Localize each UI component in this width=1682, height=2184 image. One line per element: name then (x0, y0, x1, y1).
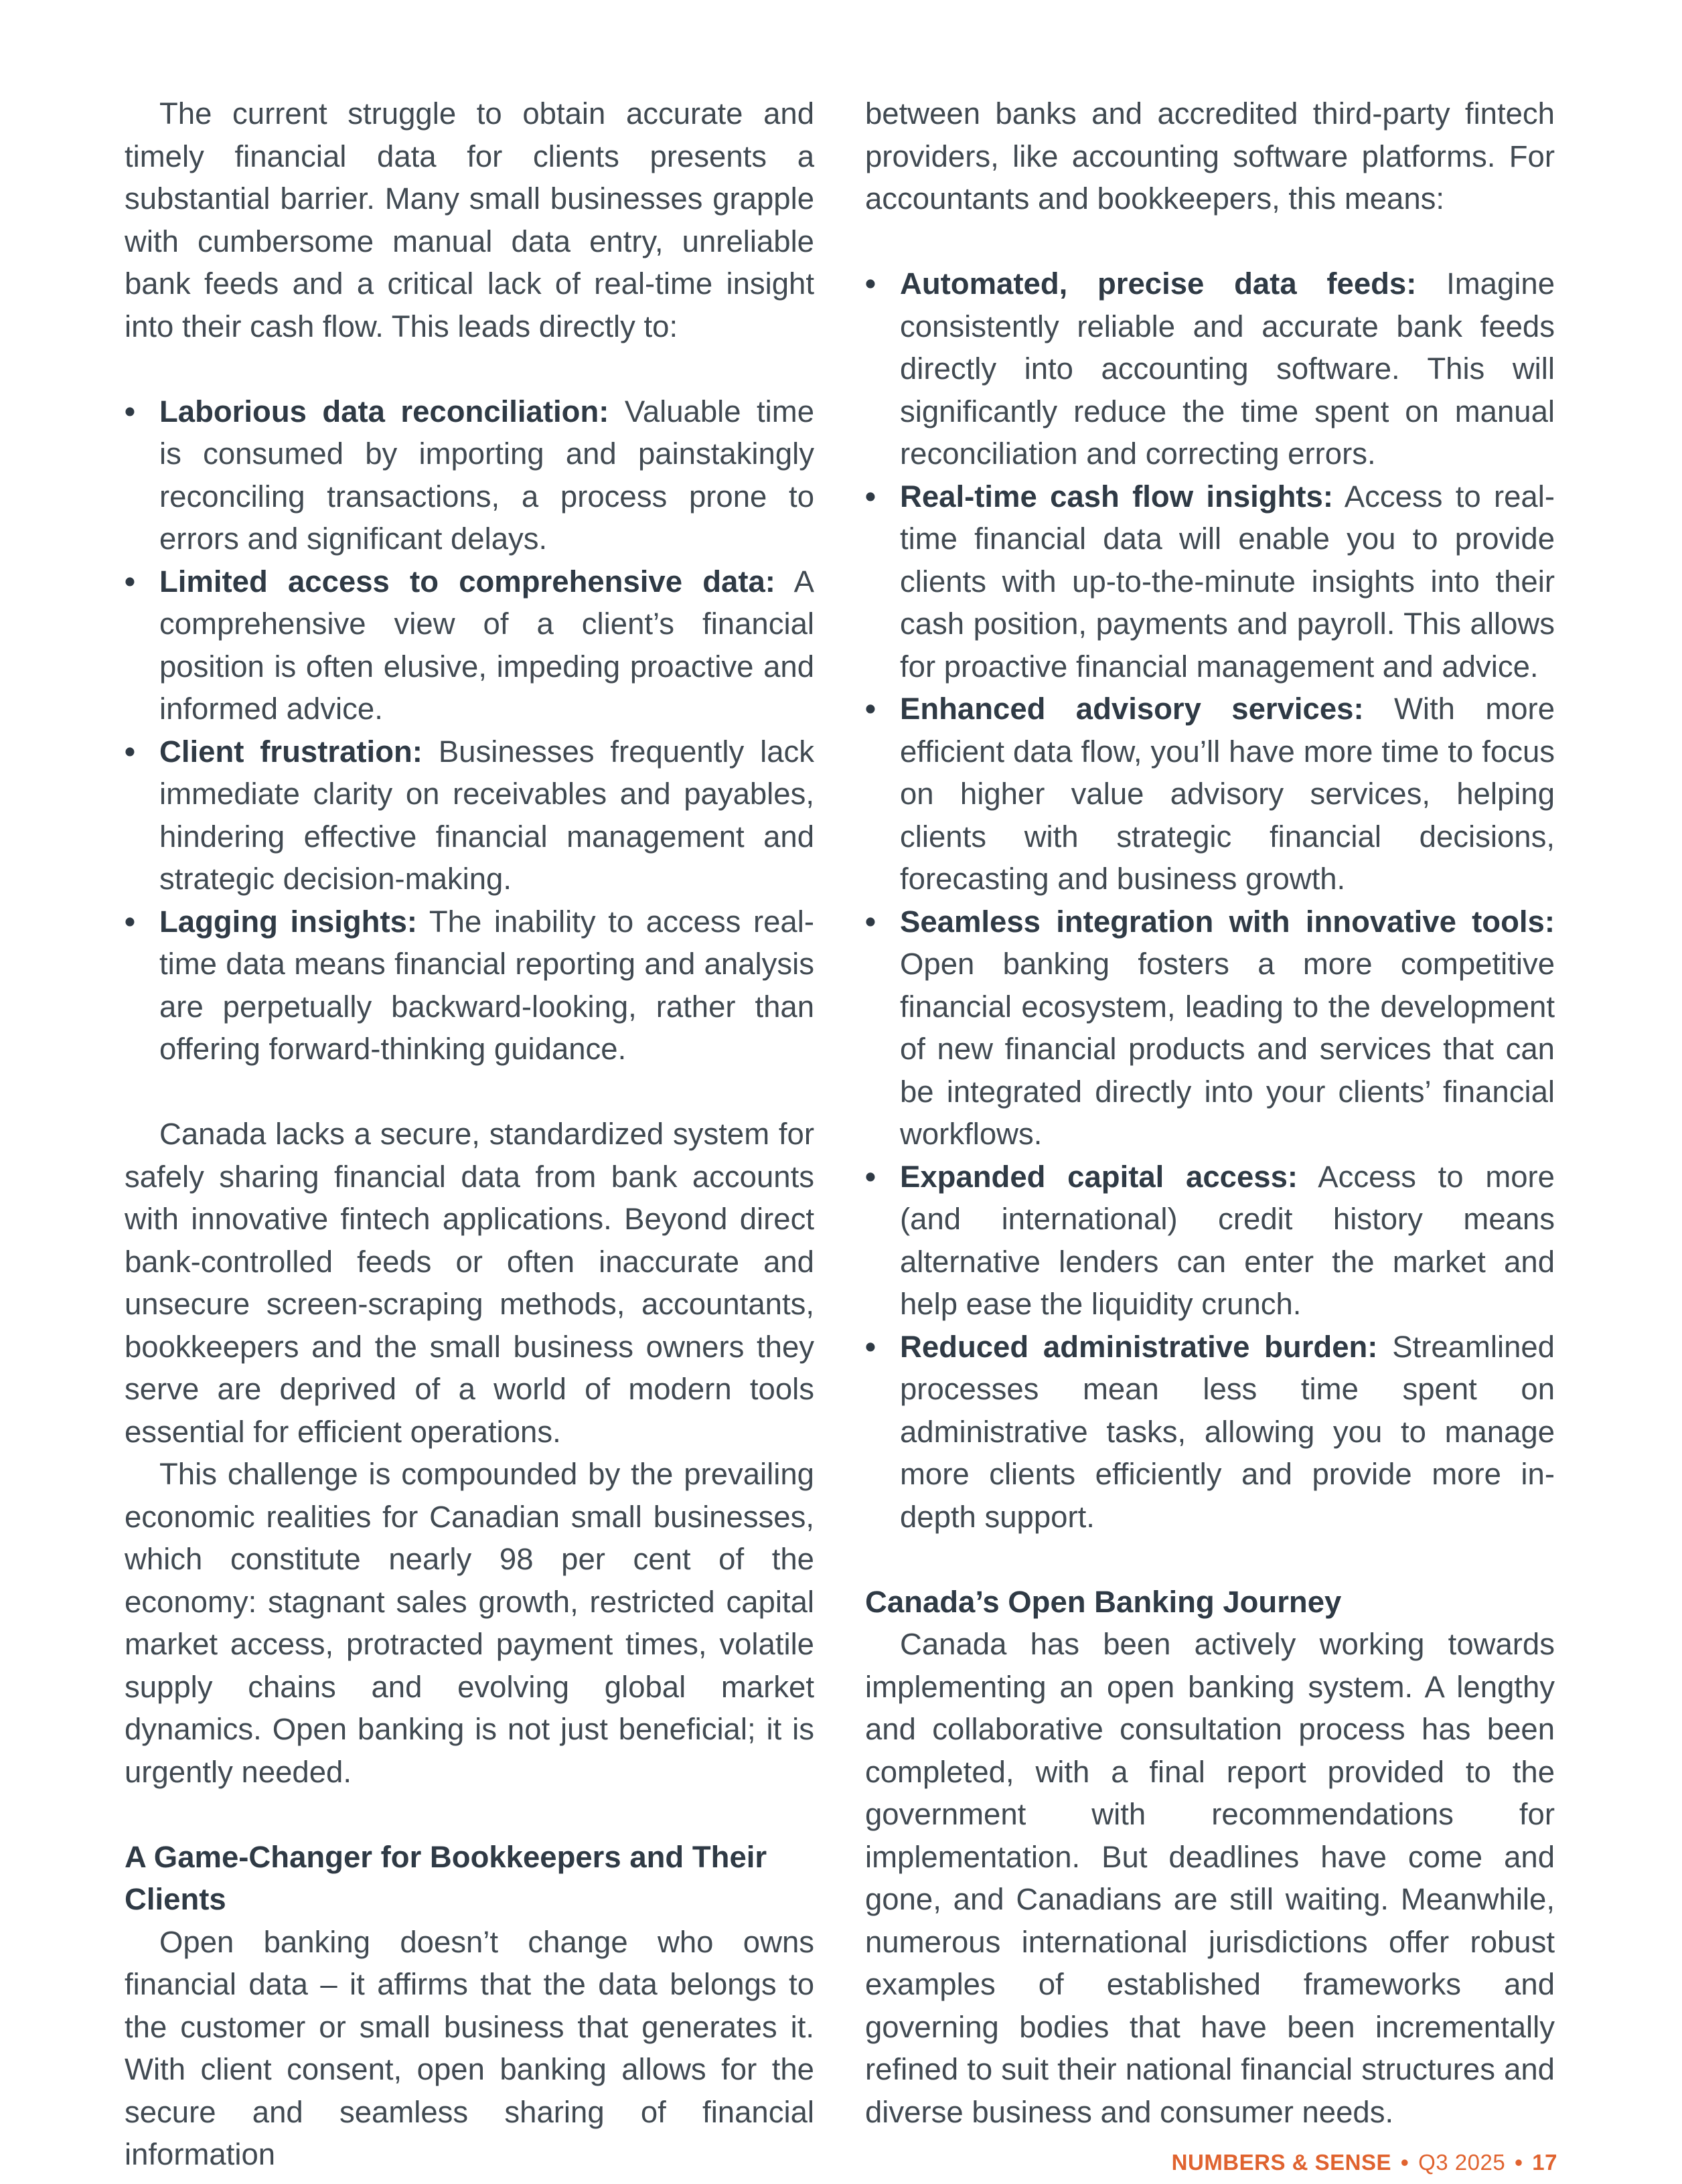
bullet-term: Lagging insights: (159, 904, 418, 939)
list-item (125, 901, 814, 1071)
list-item (865, 688, 1555, 901)
bullet-text: Valuable time is consumed by importing and painstakingly reconciling transactions, a process prone to errors and significant delays. (159, 394, 814, 556)
bullet-term: Limited access to comprehensive data: (159, 564, 775, 599)
publication-name: NUMBERS & SENSE (1171, 2150, 1392, 2175)
body-paragraph: Canada lacks a secure, standardized system for safely sharing financial data from bank accounts with innovative fintech applications. Beyond direct bank-controlled feeds or often inaccurate and unsecure screen-scraping methods, accountants, bookkeepers and the small business owners they serve are deprived of a world of modern tools essential for efficient operations. (125, 1117, 814, 1449)
section-heading: Canada’s Open Banking Journey (865, 1584, 1342, 1619)
benefits-list (865, 262, 1555, 1538)
bullet-term: Expanded capital access: (900, 1159, 1298, 1194)
challenges-list (125, 390, 814, 1071)
page-footer (1172, 2149, 1557, 2176)
bullet-term: Seamless integration with innovative tools: (900, 904, 1555, 939)
bullet-term: Reduced administrative burden: (900, 1329, 1378, 1364)
bullet-text: Open banking fosters a more competitive financial ecosystem, leading to the development of new financial products and services that can be integrated directly into your clients’ financial workflows. (900, 947, 1555, 1151)
left-column (125, 92, 814, 2176)
list-item (865, 1326, 1555, 1539)
list-item (865, 475, 1555, 688)
continued-paragraph: between banks and accredited third-party fintech providers, like accounting software platforms. For accountants and bookkeepers, this means: (865, 96, 1555, 216)
bullet-text: Streamlined processes mean less time spent on administrative tasks, allowing you to manage more clients efficiently and provide more in-depth support. (900, 1329, 1555, 1534)
body-paragraph: Open banking doesn’t change who owns financial data – it affirms that the data belongs to the customer or small business that generates it. With client consent, open banking allows for the secure and seamless sharing of financial information (125, 1924, 814, 2171)
bullet-text: Imagine consistently reliable and accurate bank feeds directly into accounting software. This will significantly reduce the time spent on manual reconciliation and correcting errors. (900, 266, 1555, 471)
intro-paragraph: The current struggle to obtain accurate and timely financial data for clients presents a substantial barrier. Many small businesses grapple with cumbersome manual data entry, unreliable bank feeds and a critical lack of real-time insight into their cash flow. This leads directly to: (125, 96, 814, 343)
right-column (865, 92, 1555, 2133)
bullet-term: Enhanced advisory services: (900, 692, 1364, 726)
list-item (125, 730, 814, 901)
bullet-term: Client frustration: (159, 734, 423, 769)
bullet-text: The inability to access real-time data means financial reporting and analysis are perpetually backward-looking, rather than offering forward-thinking guidance. (159, 904, 814, 1066)
bullet-term: Laborious data reconciliation: (159, 394, 609, 428)
footer-separator: • (1401, 2150, 1409, 2175)
section-heading: A Game-Changer for Bookkeepers and Their Clients (125, 1839, 767, 1916)
list-item (865, 901, 1555, 1156)
bullet-term: Real-time cash flow insights: (900, 479, 1333, 514)
footer-separator: • (1515, 2150, 1523, 2175)
bullet-text: Access to real-time financial data will enable you to provide clients with up-to-the-minute insights into their cash position, payments and payroll. This allows for proactive financial management and advice. (900, 479, 1555, 684)
list-item (865, 262, 1555, 475)
page-number: 17 (1532, 2150, 1557, 2175)
bullet-text: Businesses frequently lack immediate clarity on receivables and payables, hindering effective financial management and strategic decision-making. (159, 734, 814, 896)
list-item (125, 390, 814, 560)
list-item (125, 560, 814, 730)
issue-label: Q3 2025 (1418, 2150, 1506, 2175)
bullet-term: Automated, precise data feeds: (900, 266, 1417, 301)
body-paragraph: This challenge is compounded by the prevailing economic realities for Canadian small businesses, which constitute nearly 98 per cent of the economy: stagnant sales growth, restricted capital market access, protracted payment times, volatile supply chains and evolving global market dynamics. Open banking is not just beneficial; it is urgently needed. (125, 1457, 814, 1789)
bullet-text: A comprehensive view of a client’s financial position is often elusive, impeding proactive and informed advice. (159, 564, 814, 726)
body-paragraph: Canada has been actively working towards implementing an open banking system. A lengthy and collaborative consultation process has been completed, with a final report provided to the government with recommendations for implementation. But deadlines have come and gone, and Canadians are still waiting. Meanwhile, numerous international jurisdictions offer robust examples of established frameworks and governing bodies that have been incrementally refined to suit their national financial structures and diverse business and consumer needs. (865, 1627, 1555, 2129)
bullet-text: With more efficient data flow, you’ll have more time to focus on higher value advisory services, helping clients with strategic financial decisions, forecasting and business growth. (900, 692, 1555, 896)
bullet-text: Access to more (and international) credit history means alternative lenders can enter the market and help ease the liquidity crunch. (900, 1159, 1555, 1321)
list-item (865, 1156, 1555, 1326)
